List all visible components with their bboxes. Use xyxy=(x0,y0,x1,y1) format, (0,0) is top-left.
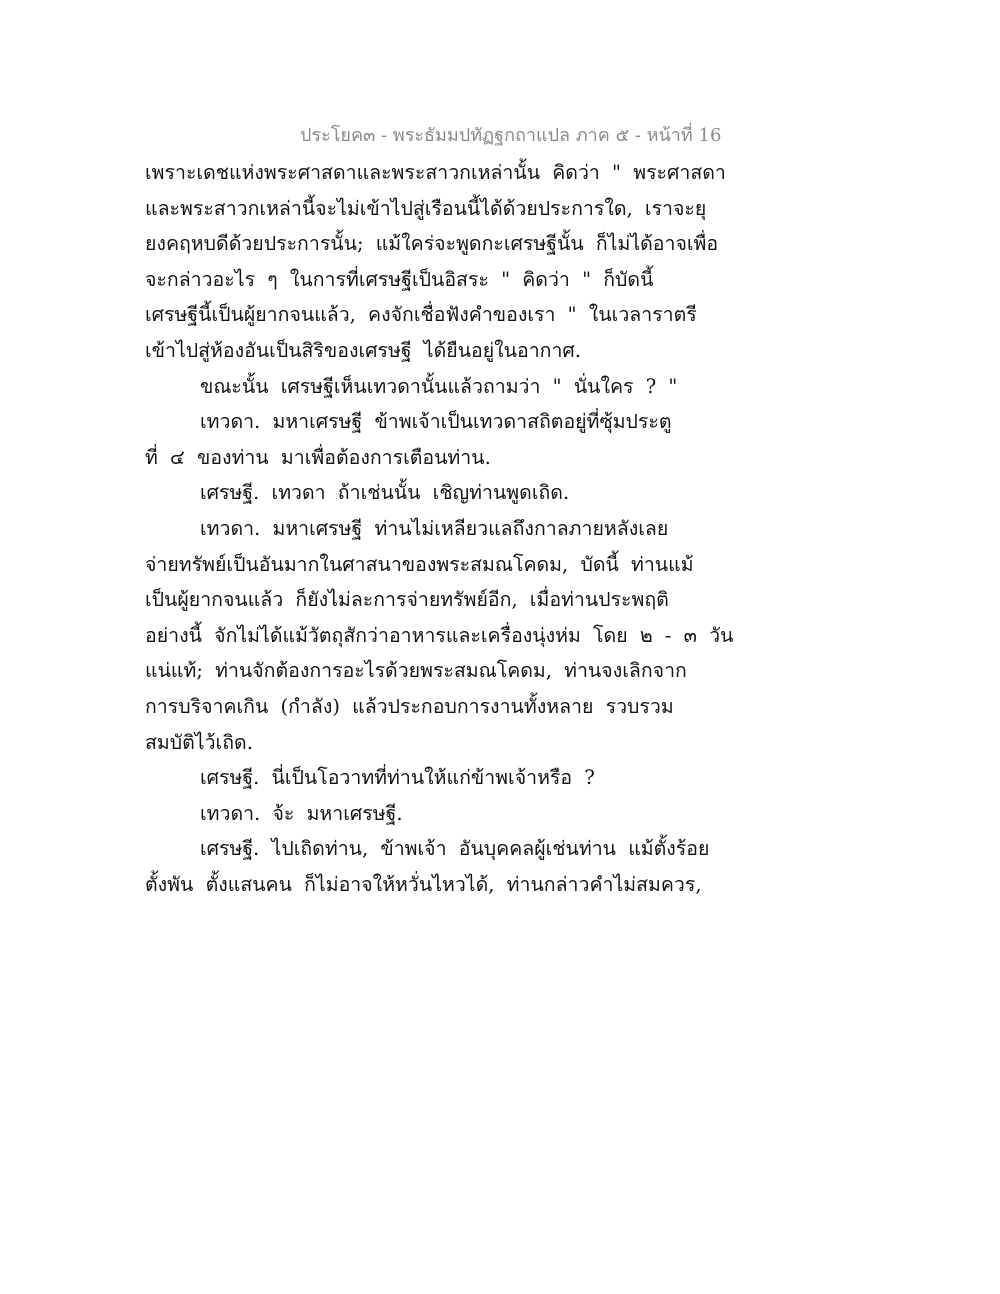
text-line: เทวดา. มหาเศรษฐี ข้าพเจ้าเป็นเทวดาสถิตอยู่ที่ซุ้มประตู xyxy=(200,410,672,434)
text-line: เป็นผู้ยากจนแล้ว ก็ยังไม่ละการจ่ายทรัพย์อีก, เมื่อท่านประพฤติ xyxy=(145,588,669,612)
text-line: เพราะเดชแห่งพระศาสดาและพระสาวกเหล่านั้น คิดว่า " พระศาสดา xyxy=(145,161,726,184)
text-line: เข้าไปสู่ห้องอันเป็นสิริของเศรษฐี ได้ยืนอยู่ในอากาศ. xyxy=(145,338,582,362)
running-header: ประโยค๓ - พระธัมมปทัฏฐกถาแปล ภาค ๕ - หน้าที่ 16 xyxy=(300,125,722,146)
text-line: ขณะนั้น เศรษฐีเห็นเทวดานั้นแล้วถามว่า " นั่นใคร ? " xyxy=(200,374,678,398)
text-line: ยงคฤหบดีด้วยประการนั้น; แม้ใคร่จะพูดกะเศรษฐีนั้น ก็ไม่ได้อาจเพื่อ xyxy=(145,232,719,256)
text-line: อย่างนี้ จักไม่ได้แม้วัตถุสักว่าอาหารและเครื่องนุ่งห่ม โดย ๒ - ๓ วัน xyxy=(145,623,734,647)
text-line: สมบัติไว้เถิด. xyxy=(145,730,253,754)
text-line: ที่ ๔ ของท่าน มาเพื่อต้องการเตือนท่าน. xyxy=(145,445,491,469)
text-line: แน่แท้; ท่านจักต้องการอะไรด้วยพระสมณโคดม, ท่านจงเลิกจาก xyxy=(145,659,687,683)
text-line: จ่ายทรัพย์เป็นอันมากในศาสนาของพระสมณโคดม, บัดนี้ ท่านแม้ xyxy=(145,552,694,576)
body-text xyxy=(145,155,745,902)
text-line: เศรษฐีนี้เป็นผู้ยากจนแล้ว, คงจักเชื่อฟังคำของเรา " ในเวลาราตรี xyxy=(145,303,697,327)
text-line: เทวดา. จ้ะ มหาเศรษฐี. xyxy=(200,801,403,825)
text-line: ตั้งพัน ตั้งแสนคน ก็ไม่อาจให้หวั่นไหวได้, ท่านกล่าวคำไม่สมควร, xyxy=(145,872,702,896)
text-line: การบริจาคเกิน (กำลัง) แล้วประกอบการงานทั้งหลาย รวบรวม xyxy=(145,694,674,718)
text-line: เศรษฐี. นี่เป็นโอวาทที่ท่านให้แก่ข้าพเจ้าหรือ ? xyxy=(200,766,595,790)
text-line: จะกล่าวอะไร ๆ ในการที่เศรษฐีเป็นอิสระ " คิดว่า " ก็บัดนี้ xyxy=(145,267,654,291)
text-line: และพระสาวกเหล่านี้จะไม่เข้าไปสู่เรือนนี้ได้ด้วยประการใด, เราจะยุ xyxy=(145,196,707,220)
text-line: เศรษฐี. ไปเถิดท่าน, ข้าพเจ้า อันบุคคลผู้เช่นท่าน แม้ตั้งร้อย xyxy=(200,837,710,861)
text-line: เทวดา. มหาเศรษฐี ท่านไม่เหลียวแลถึงกาลภายหลังเลย xyxy=(200,516,669,540)
text-line: เศรษฐี. เทวดา ถ้าเช่นนั้น เชิญท่านพูดเถิด. xyxy=(200,481,570,505)
